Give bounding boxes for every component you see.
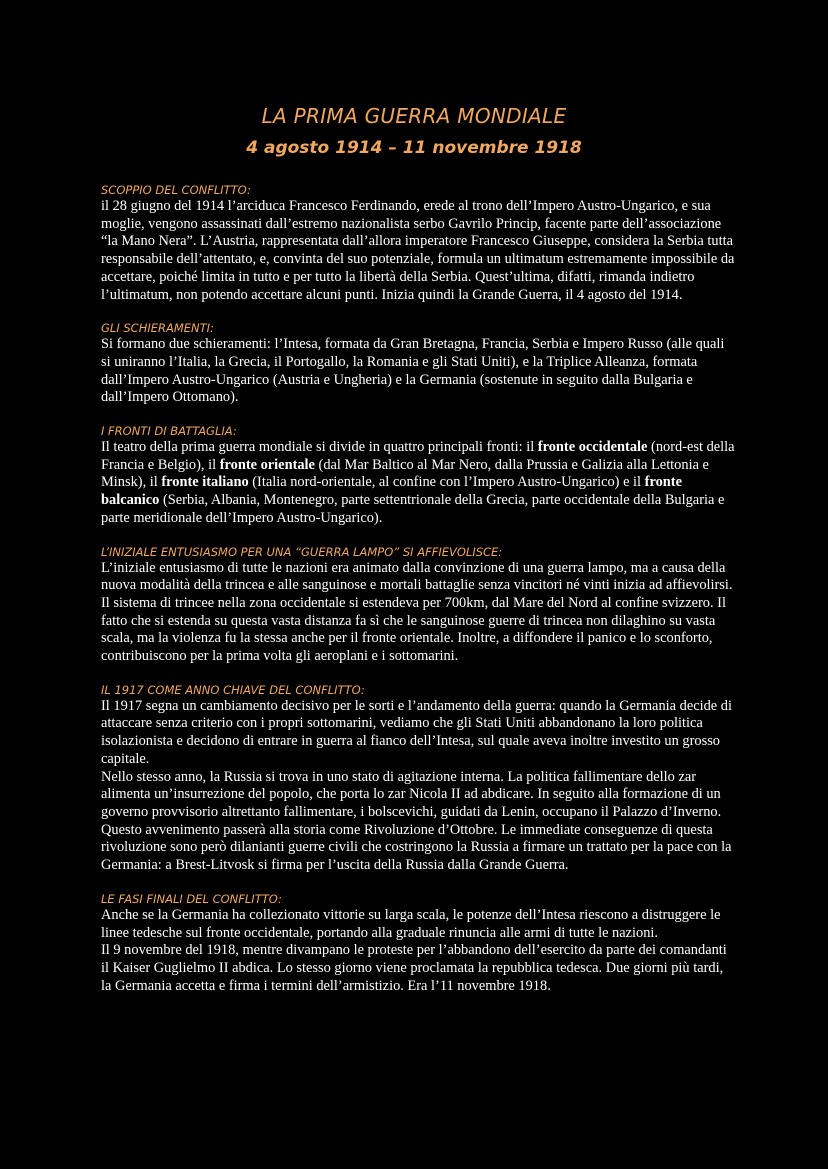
section-heading: LE FASI FINALI DEL CONFLITTO:	[101, 891, 282, 906]
page-subtitle-dates: 4 agosto 1914 – 11 novembre 1918	[246, 138, 582, 158]
bold-term-fronte-orientale: fronte orientale	[219, 456, 315, 473]
section-paragraph: Si formano due schieramenti: l’Intesa, formata da Gran Bretagna, Francia, Serbia e Impero Russo (alle quali si uniranno l’Italia, la Grecia, il Portogallo, la Romania e gli Stati Uniti), e la Triplice Alleanza, formata dall’Impero Austro-Ungarico (Austria e Ungheria) e la Germania (sostenute in seguito dalla Bulgaria e dall’Impero Ottomano).	[101, 336, 725, 406]
section-schieramenti	[101, 320, 737, 407]
section-paragraph	[101, 439, 737, 528]
section-paragraph: Nello stesso anno, la Russia si trova in uno stato di agitazione interna. La politica fallimentare dello zar alimenta un’insurrezione del popolo, che porta lo zar Nicola II ad abdicare. In seguito alla formazione di un governo provvisorio altrettanto fallimentare, i bolscevichi, guidati da Lenin, occupano il Palazzo d’Inverno. Questo avvenimento passerà alla storia come Rivoluzione d’Ottobre. Le immediate conseguenze di questa rivoluzione sono però dilanianti guerre civili che costringono la Russia a firmare un trattato per la pace con la Germania: a Brest-Litvosk si firma per l’uscita della Russia dalla Grande Guerra.	[101, 768, 732, 874]
section-fasi-finali	[101, 891, 737, 996]
bold-term-fronte-italiano: fronte italiano	[161, 474, 249, 491]
section-heading: I FRONTI DI BATTAGLIA:	[101, 424, 237, 439]
document-body	[101, 182, 737, 1011]
bold-term-fronte-occidentale: fronte occidentale	[537, 439, 648, 456]
text-run: (Italia nord-orientale, al confine con l’Impero Austro-Ungarico) e il	[248, 474, 645, 491]
text-run: Il teatro della prima guerra mondiale si divide in quattro principali fronti: il	[101, 439, 538, 456]
section-heading: L’INIZIALE ENTUSIASMO PER UNA “GUERRA LAMPO” SI AFFIEVOLISCE:	[101, 544, 503, 559]
section-paragraph: Anche se la Germania ha collezionato vittorie su larga scala, le potenze dell’Intesa riescono a distruggere le linee tedesche sul fronte occidentale, portando alla graduale rinuncia alle armi di tutte le nazioni.	[101, 906, 721, 941]
section-entusiasmo	[101, 544, 737, 666]
section-1917	[101, 682, 737, 875]
section-heading: IL 1917 COME ANNO CHIAVE DEL CONFLITTO:	[101, 682, 365, 697]
section-paragraph: L’iniziale entusiasmo di tutte le nazioni era animato dalla convinzione di una guerra lampo, ma a causa della nuova modalità della trincea e alle sanguinose e mortali battaglie senza vincitori né vinti inizia ad affievolirsi. Il sistema di trincee nella zona occidentale si estendeva per 700km, dal Mare del Nord al confine svizzero. Il fatto che si estenda su questa vasta distanza fa sì che le sanguinose guerre di trincea non dilaghino su vasta scala, ma la violenza fu la stessa anche per il fronte orientale. Inoltre, a diffondere il panico e lo sconforto, contribuiscono per la prima volta gli aeroplani e i sottomarini.	[101, 559, 733, 665]
section-paragraph: il 28 giugno del 1914 l’arciduca Francesco Ferdinando, erede al trono dell’Impero Austro-Ungarico, e sua moglie, vengono assassinati dall’estremo nazionalista serbo Gavrilo Princip, facente parte dell’associazione “la Mano Nera”. L’Austria, rappresentata dall’allora imperatore Francesco Giuseppe, considera la Serbia tutta responsabile dell’attentato, e, convinta del suo potenziale, formula un ultimatum estremamente impossibile da accettare, poiché limita in tutto e per tutto la libertà della Serbia. Quest’ultima, difatti, rimanda indietro l’ultimatum, non potendo accettare alcuni punti. Inizia quindi la Grande Guerra, il 4 agosto del 1914.	[101, 198, 735, 303]
text-run: (dal Mar Baltico al Mar Nero, dalla Prussia e Galizia alla Lettonia e Minsk), il	[101, 456, 709, 491]
section-heading: GLI SCHIERAMENTI:	[101, 321, 214, 336]
text-run: (Serbia, Albania, Montenegro, parte settentrionale della Grecia, parte occidentale della Bulgaria e parte meridionale dell’Impero Austro-Ungarico).	[101, 492, 725, 526]
section-fronti	[101, 423, 737, 528]
bold-term-fronte-balcanico: fronte balcanico	[101, 474, 682, 509]
section-paragraph: Il 9 novembre del 1918, mentre divampano le proteste per l’abbandono dell’esercito da parte dei comandanti il Kaiser Guglielmo II abdica. Lo stesso giorno viene proclamata la repubblica tedesca. Due giorni più tardi, la Germania accetta e firma i termini dell’armistizio. Era l’11 novembre 1918.	[101, 942, 727, 994]
page-title: LA PRIMA GUERRA MONDIALE	[261, 104, 567, 128]
section-heading: SCOPPIO DEL CONFLITTO:	[101, 183, 251, 197]
section-scoppio	[101, 182, 737, 304]
section-paragraph: Il 1917 segna un cambiamento decisivo per le sorti e l’andamento della guerra: quando la Germania decide di attaccare senza criterio con i propri sottomarini, vediamo che gli Stati Uniti abbandonano la loro politica isolazionista e decidono di entrare in guerra al fianco dell’Intesa, sul quale aveva inoltre investito un grosso capitale.	[101, 697, 732, 767]
text-run: (nord-est della Francia e Belgio), il	[101, 439, 735, 473]
